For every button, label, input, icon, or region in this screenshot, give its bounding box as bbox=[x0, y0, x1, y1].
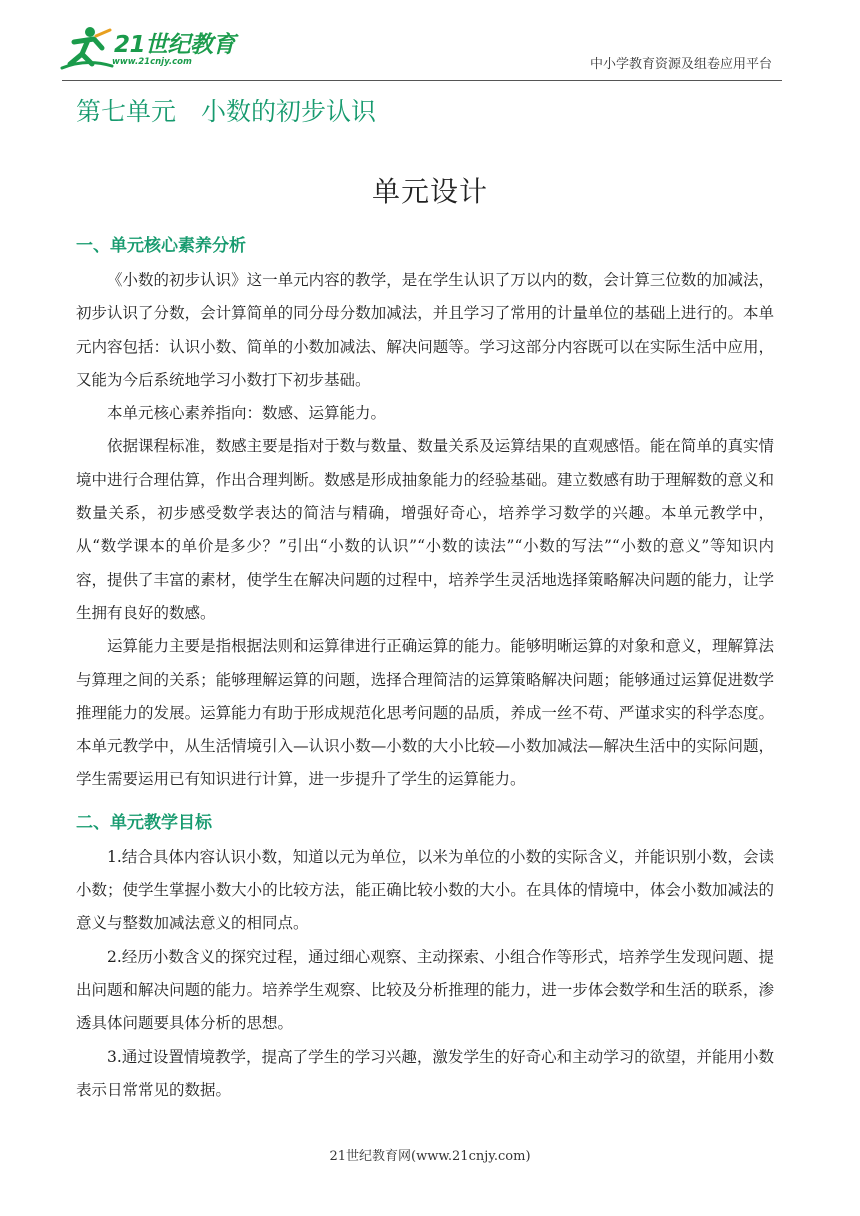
goal-item: 3.通过设置情境教学，提高了学生的学习兴趣，激发学生的好奇心和主动学习的欲望，并能用小数表示日常常见的数据。 bbox=[76, 1047, 774, 1099]
logo-text: 21世纪教育 bbox=[114, 32, 236, 58]
paragraph: 本单元核心素养指向：数感、运算能力。 bbox=[107, 404, 387, 423]
header-divider bbox=[62, 80, 782, 81]
logo-url: www.21cnjy.com bbox=[112, 57, 192, 67]
main-content bbox=[76, 228, 774, 1107]
document-title: 单元设计 bbox=[371, 175, 488, 208]
paragraph: 《小数的初步认识》这一单元内容的教学，是在学生认识了万以内的数，会计算三位数的加减法，初步认识了分数，会计算简单的同分母分数加减法，并且学习了常用的计量单位的基础上进行的。本单元内容包括：认识小数、简单的小数加减法、解决问题等。学习这部分内容既可以在实际生活中应用，又能为今后系统地学习小数打下初步基础。 bbox=[76, 271, 774, 389]
paragraph: 运算能力主要是指根据法则和运算律进行正确运算的能力。能够明晰运算的对象和意义，理解算法与算理之间的关系；能够理解运算的问题，选择合理简洁的运算策略解决问题；能够通过运算促进数学推理能力的发展。运算能力有助于形成规范化思考问题的品质，养成一丝不苟、严谨求实的科学态度。本单元教学中，从生活情境引入—认识小数—小数的大小比较—小数加减法—解决生活中的实际问题，学生需要运用已有知识进行计算，进一步提升了学生的运算能力。 bbox=[76, 637, 774, 789]
section-heading-teaching-goals: 二、单元教学目标 bbox=[76, 812, 212, 833]
platform-name: 中小学教育资源及组卷应用平台 bbox=[589, 57, 772, 72]
paragraph: 依据课程标准，数感主要是指对于数与数量、数量关系及运算结果的直观感悟。能在简单的真实情境中进行合理估算，作出合理判断。数感是形成抽象能力的经验基础。建立数感有助于理解数的意义和数量关系，初步感受数学表达的简洁与精确，增强好奇心，培养学习数学的兴趣。本单元教学中，从“数学课本的单价是多少？”引出“小数的认识”“小数的读法”“小数的写法”“小数的意义”等知识内容，提供了丰富的素材，使学生在解决问题的过程中，培养学生灵活地选择策略解决问题的能力，让学生拥有良好的数感。 bbox=[76, 437, 774, 622]
goal-item: 1.结合具体内容认识小数，知道以元为单位，以米为单位的小数的实际含义，并能识别小数，会读小数；使学生掌握小数大小的比较方法，能正确比较小数的大小。在具体的情境中，体会小数加减法的意义与整数加减法意义的相同点。 bbox=[76, 847, 774, 933]
runner-logo-icon bbox=[60, 24, 114, 72]
site-logo[interactable] bbox=[60, 24, 236, 74]
unit-title: 第七单元 小数的初步认识 bbox=[76, 97, 377, 126]
page-footer: 21世纪教育网(www.21cnjy.com) bbox=[329, 1149, 531, 1164]
page-header bbox=[0, 0, 860, 82]
goal-item: 2.经历小数含义的探究过程，通过细心观察、主动探索、小组合作等形式，培养学生发现问题、提出问题和解决问题的能力。培养学生观察、比较及分析推理的能力，进一步体会数学和生活的联系，渗透具体问题要具体分析的思想。 bbox=[76, 947, 774, 1033]
section-heading-core-literacy: 一、单元核心素养分析 bbox=[76, 236, 246, 256]
